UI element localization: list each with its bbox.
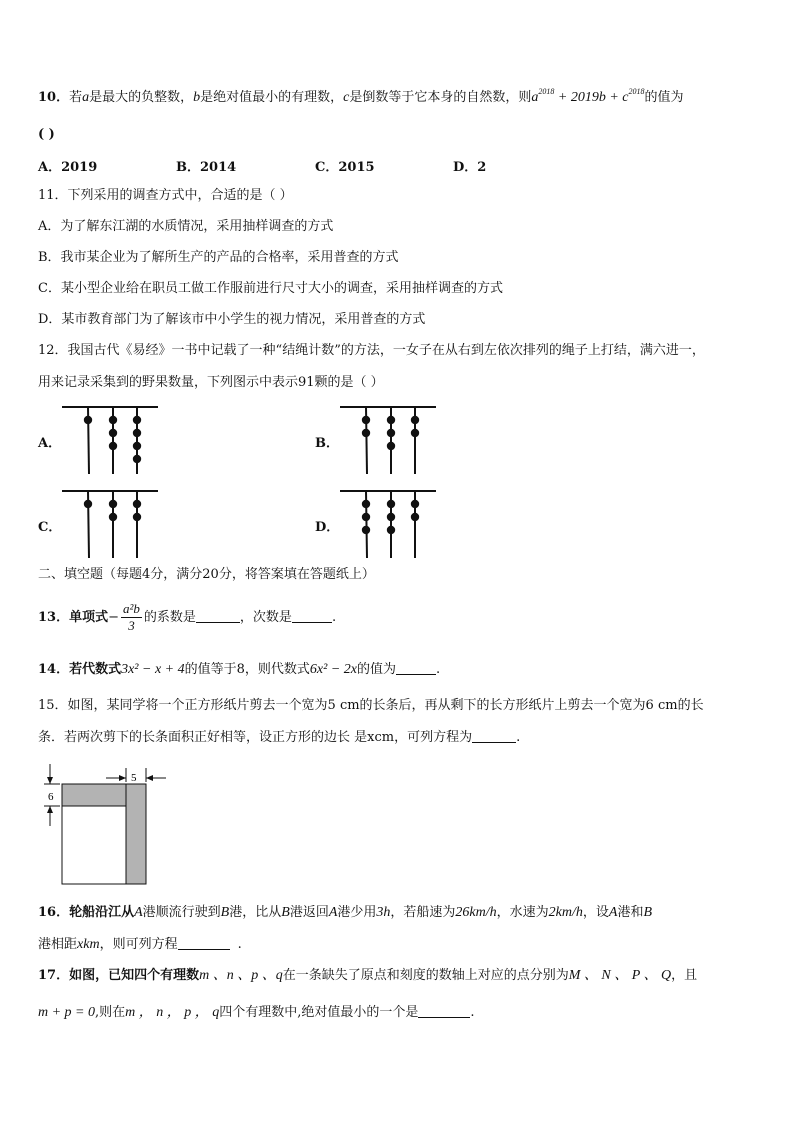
knot <box>109 513 117 521</box>
knot <box>362 500 370 508</box>
q12-label-a: A． <box>38 436 62 451</box>
var-a: a <box>82 90 90 105</box>
var-b: b <box>193 90 201 105</box>
q10-option-c: C．2015 <box>315 160 375 175</box>
q15-text: . <box>516 730 521 745</box>
q16-text: 港返回 <box>289 905 329 920</box>
q14-line <box>38 661 440 679</box>
q14-expression-2: 6x² − 2x <box>309 662 357 677</box>
cut-strip-5 <box>126 784 146 884</box>
q10-text: 是最大的负整数， <box>89 90 194 105</box>
knot <box>387 500 395 508</box>
q16-var: B <box>643 905 653 920</box>
q13-text: 的系数是 <box>143 610 196 625</box>
knot-figure-d <box>338 486 448 564</box>
q15-line2 <box>38 729 520 747</box>
knot <box>133 416 141 424</box>
q16-text: ，设 <box>582 905 609 920</box>
q12-line2: 用来记录采集到的野果数量，下列图示中表示91颗的是（ ） <box>38 375 384 390</box>
q16-text: ，水速为 <box>496 905 549 920</box>
knot <box>411 416 419 424</box>
q16-text: ，则可列方程 <box>99 937 178 952</box>
q17-text: ，且 <box>671 968 698 983</box>
q16-text: 港和 <box>617 905 644 920</box>
q17-text: 四个有理数中,绝对值最小的一个是 <box>219 1005 419 1020</box>
q10-line1 <box>38 89 684 107</box>
q13-fraction: $\frac{\text{a²b}}{3}$ <box>123 601 140 633</box>
knot-figure-c <box>60 486 170 564</box>
q13-text: . <box>331 610 337 625</box>
q11-option-d: D．某市教育部门为了解该市中小学生的视力情况，采用普查的方式 <box>38 312 426 327</box>
q14-text: 的值为 <box>356 662 396 677</box>
q12-label-d: D． <box>315 520 340 535</box>
q16-text: 港相距 <box>38 937 78 952</box>
q12-label-c: C． <box>38 520 62 535</box>
knot <box>133 429 141 437</box>
section-fill-in: 二、填空题（每题4分，满分20分，将答案填在答题纸上） <box>38 567 375 582</box>
q16-var: B <box>281 905 290 920</box>
answer-blank[interactable] <box>292 610 332 623</box>
answer-blank[interactable] <box>418 1005 470 1018</box>
q11-stem: 11．下列采用的调查方式中，合适的是（ ） <box>38 188 293 203</box>
knot <box>133 500 141 508</box>
q16-line1 <box>38 904 652 922</box>
q10-paren: ( ) <box>38 127 55 142</box>
knot <box>387 513 395 521</box>
q16-text: ，若船速为 <box>390 905 456 920</box>
q17-text: ,则在 <box>95 1005 126 1020</box>
knot <box>387 416 395 424</box>
q13-text: 13．单项式 <box>38 610 109 625</box>
answer-blank[interactable] <box>472 730 516 743</box>
knot <box>109 442 117 450</box>
minus-sign: − <box>108 610 119 625</box>
q10-text: 是倒数等于它本身的自然数，则 <box>349 90 532 105</box>
answer-blank[interactable] <box>196 610 240 623</box>
q15-line1: 15．如图，某同学将一个正方形纸片剪去一个宽为5 cm的长条后，再从剩下的长方形纸片上剪去一个宽为6 cm的长 <box>38 698 704 713</box>
q16-var: A <box>608 905 618 920</box>
q10-number: 10． <box>38 90 70 105</box>
q12-line1: 12．我国古代《易经》一书中记载了一种“结绳计数”的方法，一女子在从右到左依次排列的绳子上打结，满六进一， <box>38 343 705 358</box>
q10-text: 是绝对值最小的有理数， <box>200 90 344 105</box>
q16-var: A <box>328 905 338 920</box>
knot <box>133 513 141 521</box>
q16-text: 港少用 <box>337 905 377 920</box>
answer-blank[interactable] <box>178 937 230 950</box>
q16-var: 3h <box>376 905 391 920</box>
q16-var: 26km/h <box>455 905 497 920</box>
q14-text: 的值等于8，则代数式 <box>184 662 310 677</box>
q17-vars: m 、n 、p 、q <box>199 968 283 983</box>
q17-text: 17．如图，已知四个有理数 <box>38 968 200 983</box>
q16-var: xkm <box>77 937 100 952</box>
knot <box>411 513 419 521</box>
cut-strip-6 <box>62 784 126 806</box>
q12-label-b: B． <box>315 436 339 451</box>
q11-option-a: A．为了解东江湖的水质情况，采用抽样调查的方式 <box>38 219 334 234</box>
knot <box>133 442 141 450</box>
knot <box>387 429 395 437</box>
q17-text: . <box>470 1005 475 1020</box>
q11-option-c: C．某小型企业给在职员工做工作服前进行尺寸大小的调查，采用抽样调查的方式 <box>38 281 503 296</box>
q15-text: 条．若两次剪下的长条面积正好相等，设正方形的边长 是xcm，可列方程为 <box>38 730 473 745</box>
q11-option-b: B．我市某企业为了解所生产的产品的合格率，采用普查的方式 <box>38 250 399 265</box>
q17-text: 在一条缺失了原点和刻度的数轴上对应的点分别为 <box>282 968 569 983</box>
q17-line2 <box>38 1004 475 1022</box>
knot <box>84 500 92 508</box>
q16-text: 港顺流行驶到 <box>142 905 221 920</box>
knot <box>387 526 395 534</box>
knot <box>411 500 419 508</box>
q16-var: A <box>134 905 143 920</box>
knot <box>133 455 141 463</box>
q17-vars: m ， n ， p ， q <box>125 1005 220 1020</box>
knot-figure-b <box>338 402 448 480</box>
knot <box>362 429 370 437</box>
q14-text: . <box>436 662 441 677</box>
q10-text: 的值为 <box>644 90 684 105</box>
knot <box>362 526 370 534</box>
label-5: 5 <box>131 772 137 784</box>
knot-figure-a <box>60 402 170 480</box>
knot <box>362 416 370 424</box>
answer-blank[interactable] <box>396 662 436 675</box>
q13-line <box>38 598 336 638</box>
knot <box>109 416 117 424</box>
knot <box>387 442 395 450</box>
var-c: c <box>343 90 350 105</box>
q13-text: ，次数是 <box>239 610 292 625</box>
knot <box>411 429 419 437</box>
q16-line2 <box>38 936 242 954</box>
knot <box>84 416 92 424</box>
q10-option-b: B．2014 <box>176 160 237 175</box>
q16-var: 2km/h <box>548 905 583 920</box>
knot <box>109 500 117 508</box>
q17-equation: m + p = 0 <box>38 1005 96 1020</box>
q16-text: 16．轮船沿江从 <box>38 905 135 920</box>
q17-line1 <box>38 967 697 985</box>
q10-expression: $a^{2018} + 2019b + c^{2018}$ <box>531 87 645 105</box>
q16-text: . <box>237 937 242 952</box>
q16-var: B <box>220 905 230 920</box>
q17-points: M 、 N 、 P 、 Q <box>568 968 672 983</box>
q14-expression-1: 3x² − x + 4 <box>121 662 185 677</box>
q10-text: 若 <box>69 90 83 105</box>
knot <box>109 429 117 437</box>
q10-option-d: D．2 <box>453 160 487 175</box>
knot <box>362 513 370 521</box>
q14-text: 14．若代数式 <box>38 662 122 677</box>
label-6: 6 <box>48 791 54 803</box>
q10-option-a: A．2019 <box>38 160 98 175</box>
q15-square-figure <box>42 764 172 888</box>
q16-text: 港，比从 <box>229 905 282 920</box>
